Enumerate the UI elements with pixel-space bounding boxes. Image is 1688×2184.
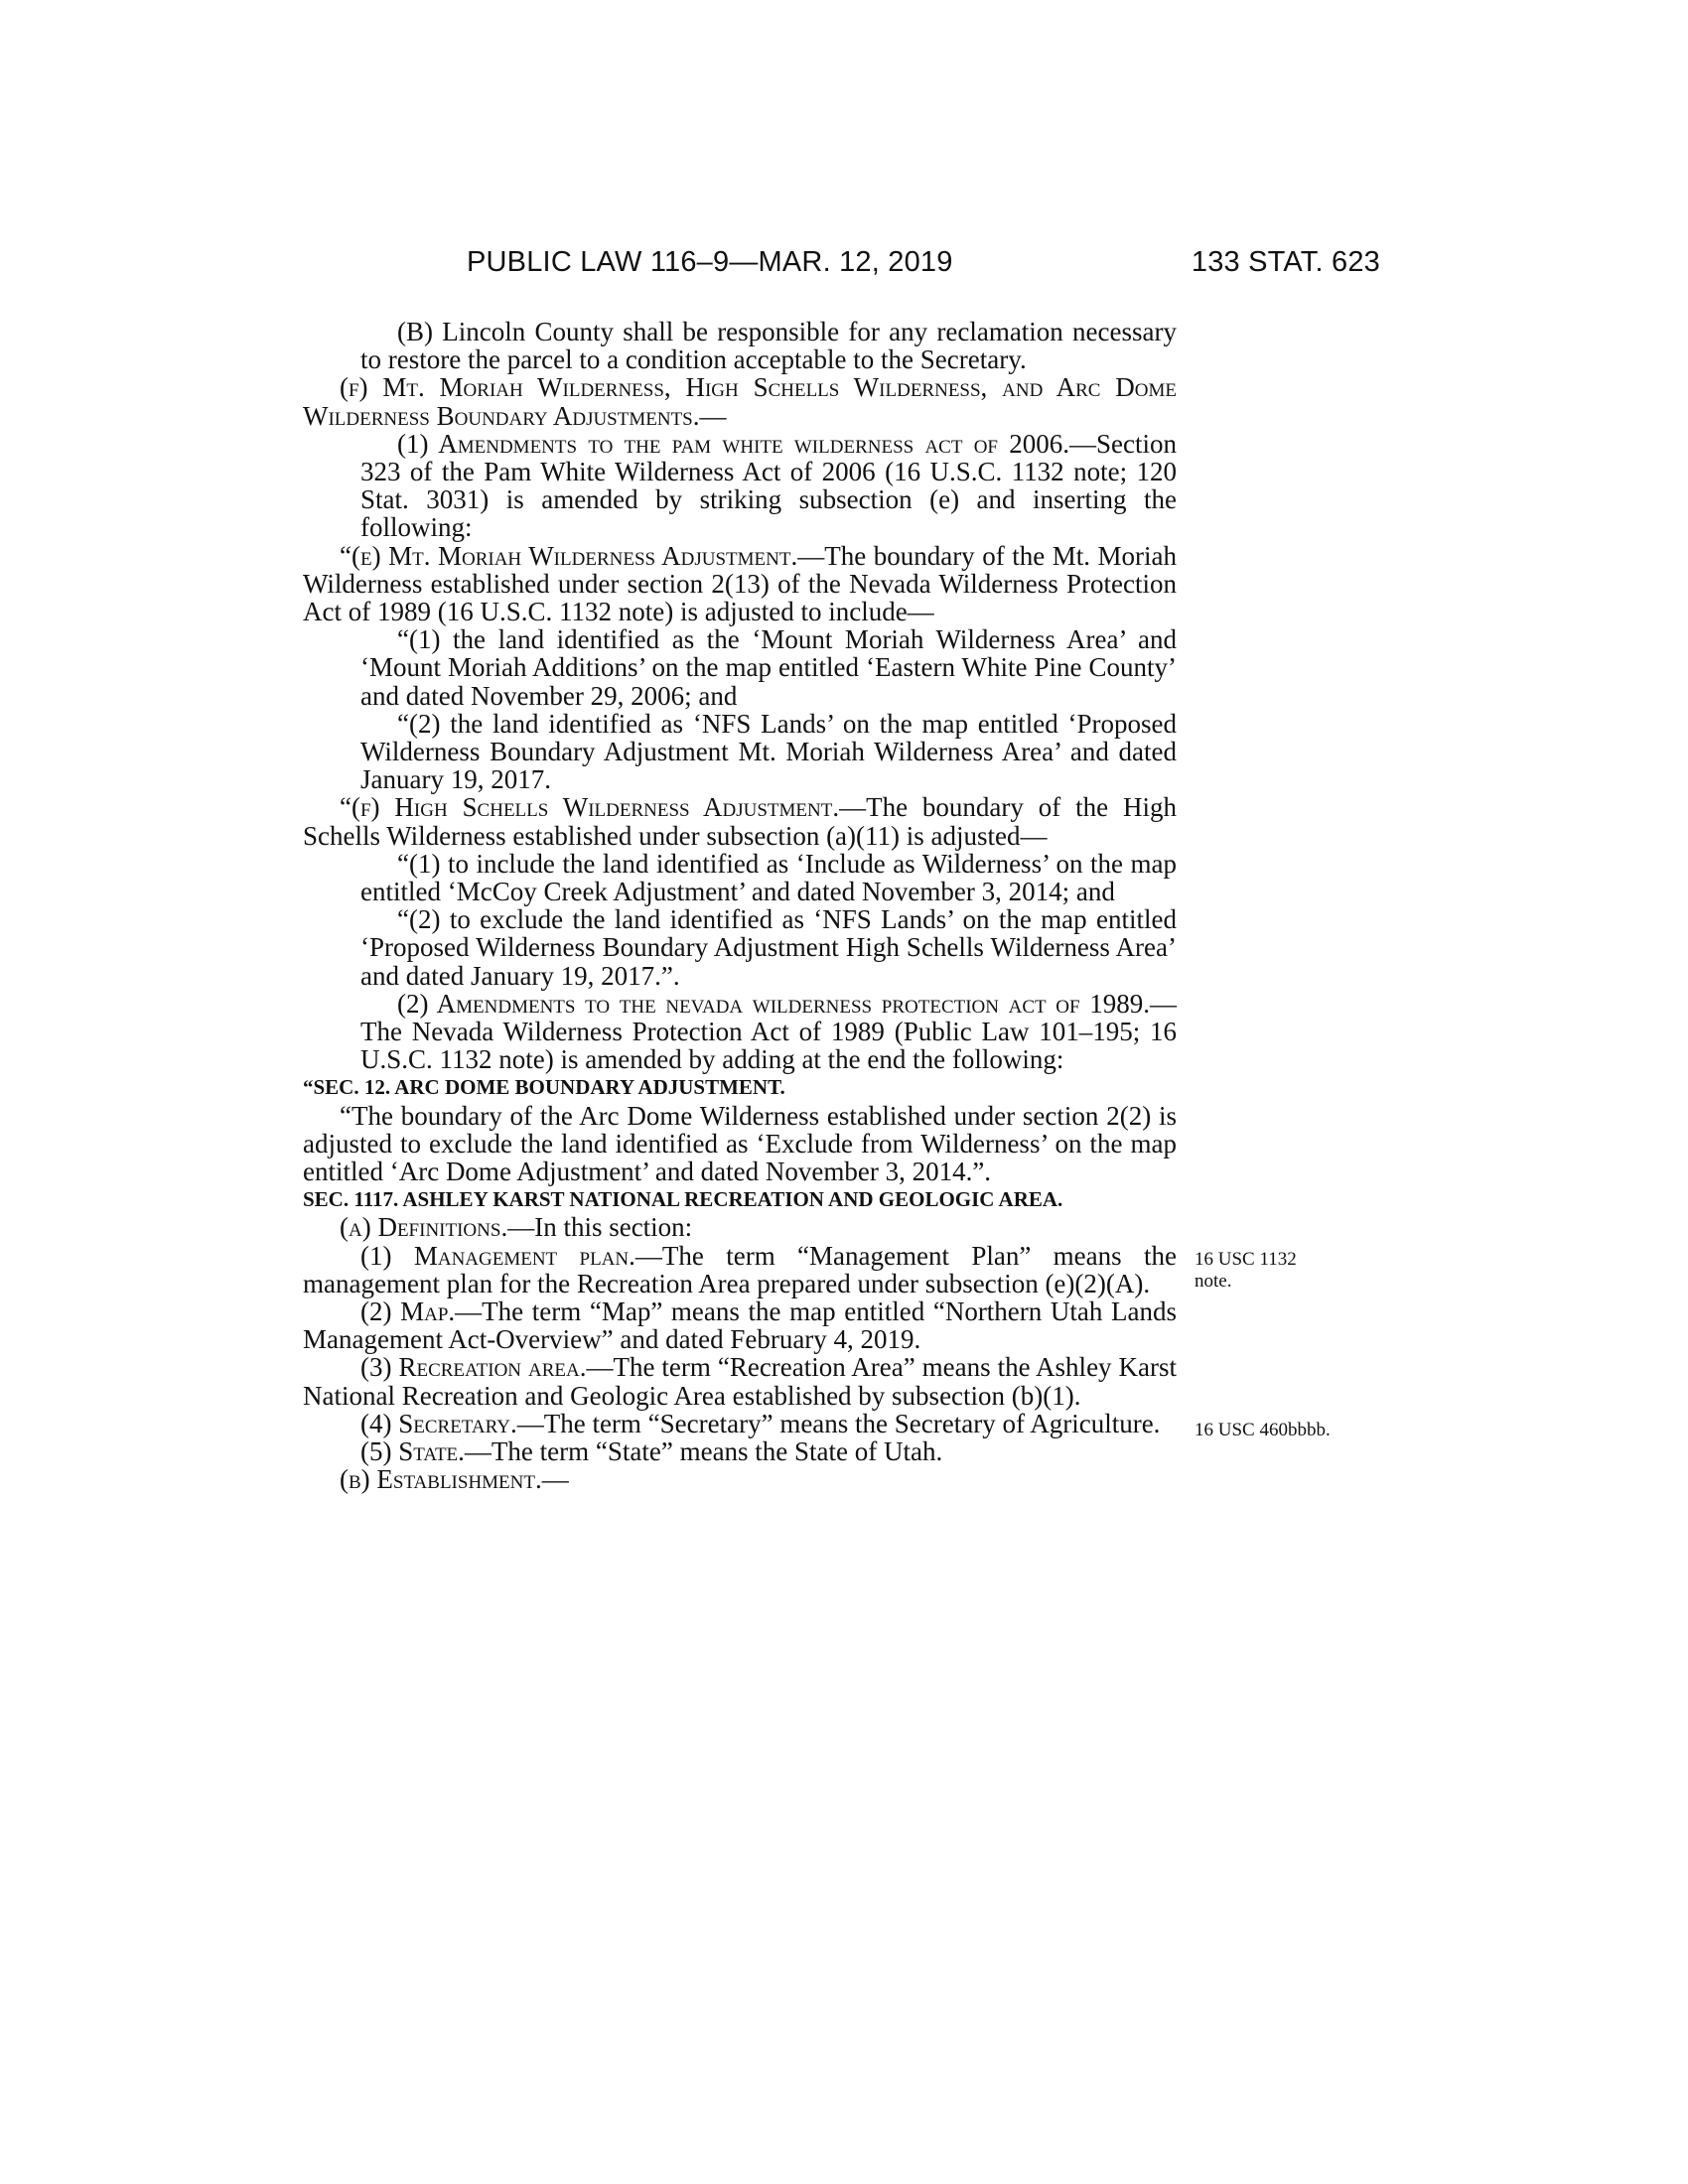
- paragraph-text: Section 323 of the Pam White Wilderness Act of 2006 (16 U.S.C. 1132 note; 120 Stat. 3031) is amended by striking subsection (e) and inserting the following:: [360, 428, 1177, 543]
- paragraph: [303, 1410, 1177, 1437]
- paragraph: [303, 430, 1177, 542]
- paragraph: [303, 1213, 1177, 1241]
- subsection-heading: (a) Definitions.—: [340, 1212, 535, 1243]
- paragraph: “(1) to include the land identified as ‘Include as Wilderness’ on the map entitled ‘McCoy Creek Adjustment’ and dated November 3, 2014; and: [360, 848, 1177, 907]
- paragraph-heading: (4) Secretary.—: [360, 1408, 544, 1438]
- paragraph: [303, 1465, 1177, 1493]
- section-heading-sec-1117: SEC. 1117. ASHLEY KARST NATIONAL RECREATION AND GEOLOGIC AREA.: [303, 1187, 1063, 1212]
- subsection-heading: (f) Mt. Moriah Wilderness, High Schells Wilderness, and Arc Dome Wilderness Boundary Adjustments.—: [303, 372, 1177, 431]
- margin-note-line: 16 USC 1132: [1195, 1249, 1297, 1270]
- paragraph-heading: (1) Management plan.—: [360, 1240, 662, 1271]
- margin-note-1132: [1195, 1249, 1297, 1293]
- margin-note-line: note.: [1195, 1271, 1232, 1292]
- paragraph: [303, 373, 1177, 429]
- paragraph: [303, 1353, 1177, 1409]
- paragraph-heading: (1) Amendments to the pam white wilderness act of 2006.—: [397, 428, 1096, 459]
- subsection-heading: “(e) Mt. Moriah Wilderness Adjustment.—: [340, 540, 825, 571]
- paragraph: [303, 793, 1177, 849]
- paragraph: [303, 1437, 1177, 1465]
- stat-page-number: 133 STAT. 623: [1191, 246, 1380, 278]
- paragraph-heading: (5) State.—: [360, 1435, 492, 1466]
- subsection-heading: (b) Establishment.—: [340, 1464, 569, 1495]
- paragraph: [303, 990, 1177, 1074]
- paragraph-text: The boundary of the High Schells Wilderness established under subsection (a)(11) is adjusted—: [303, 792, 1177, 851]
- section-heading-sec-12: “SEC. 12. ARC DOME BOUNDARY ADJUSTMENT.: [303, 1075, 785, 1100]
- paragraph-text: The term “Secretary” means the Secretary of Agriculture.: [543, 1408, 1161, 1438]
- document-body: [303, 318, 1177, 1493]
- paragraph-text: The term “State” means the State of Utah.: [491, 1435, 943, 1466]
- paragraph-heading: (2) Map.—: [360, 1296, 483, 1326]
- subsection-heading: “(f) High Schells Wilderness Adjustment.—: [340, 792, 867, 823]
- paragraph-text: In this section:: [534, 1212, 693, 1243]
- paragraph: [303, 542, 1177, 626]
- paragraph: “The boundary of the Arc Dome Wilderness established under section 2(2) is adjusted to exclude the land identified as ‘Exclude from Wilderness’ on the map entitled ‘Arc Dome Adjustment’ and dated November 3, 2014.”.: [303, 1100, 1177, 1187]
- paragraph-text: The term “Recreation Area” means the Ashley Karst National Recreation and Geologic Area established by subsection (b)(1).: [303, 1352, 1177, 1411]
- paragraph: [303, 1242, 1177, 1297]
- paragraph: “(2) to exclude the land identified as ‘NFS Lands’ on the map entitled ‘Proposed Wilderness Boundary Adjustment High Schells Wilderness Area’ and dated January 19, 2017.”.: [360, 904, 1177, 991]
- paragraph: “(2) the land identified as ‘NFS Lands’ on the map entitled ‘Proposed Wilderness Boundary Adjustment Mt. Moriah Wilderness Area’ and dated January 19, 2017.: [360, 708, 1177, 795]
- paragraph: [303, 1297, 1177, 1353]
- paragraph-text: The Nevada Wilderness Protection Act of 1989 (Public Law 101–195; 16 U.S.C. 1132 note) is amended by adding at the end the following:: [360, 1017, 1177, 1075]
- paragraph-text: The boundary of the Mt. Moriah Wilderness established under section 2(13) of the Nevada Wilderness Protection Act of 1989 (16 U.S.C. 1132 note) is adjusted to include—: [303, 540, 1178, 627]
- page-header: [467, 246, 1380, 286]
- paragraph-text: The term “Management Plan” means the management plan for the Recreation Area prepared under subsection (e)(2)(A).: [303, 1240, 1177, 1298]
- paragraph-heading: (3) Recreation area.—: [360, 1352, 614, 1383]
- paragraph-heading: (2) Amendments to the nevada wilderness protection act of 1989.—: [397, 988, 1177, 1019]
- paragraph: (B) Lincoln County shall be responsible for any reclamation necessary to restore the parcel to a condition acceptable to the Secretary.: [360, 317, 1177, 375]
- running-title: PUBLIC LAW 116–9—MAR. 12, 2019: [467, 246, 953, 278]
- margin-note-460bbbb: 16 USC 460bbbb.: [1195, 1420, 1331, 1440]
- paragraph: “(1) the land identified as the ‘Mount Moriah Wilderness Area’ and ‘Mount Moriah Additions’ on the map entitled ‘Eastern White Pine County’ and dated November 29, 2006; and: [360, 624, 1177, 711]
- paragraph-text: The term “Map” means the map entitled “Northern Utah Lands Management Act-Overview” and dated February 4, 2019.: [303, 1296, 1177, 1355]
